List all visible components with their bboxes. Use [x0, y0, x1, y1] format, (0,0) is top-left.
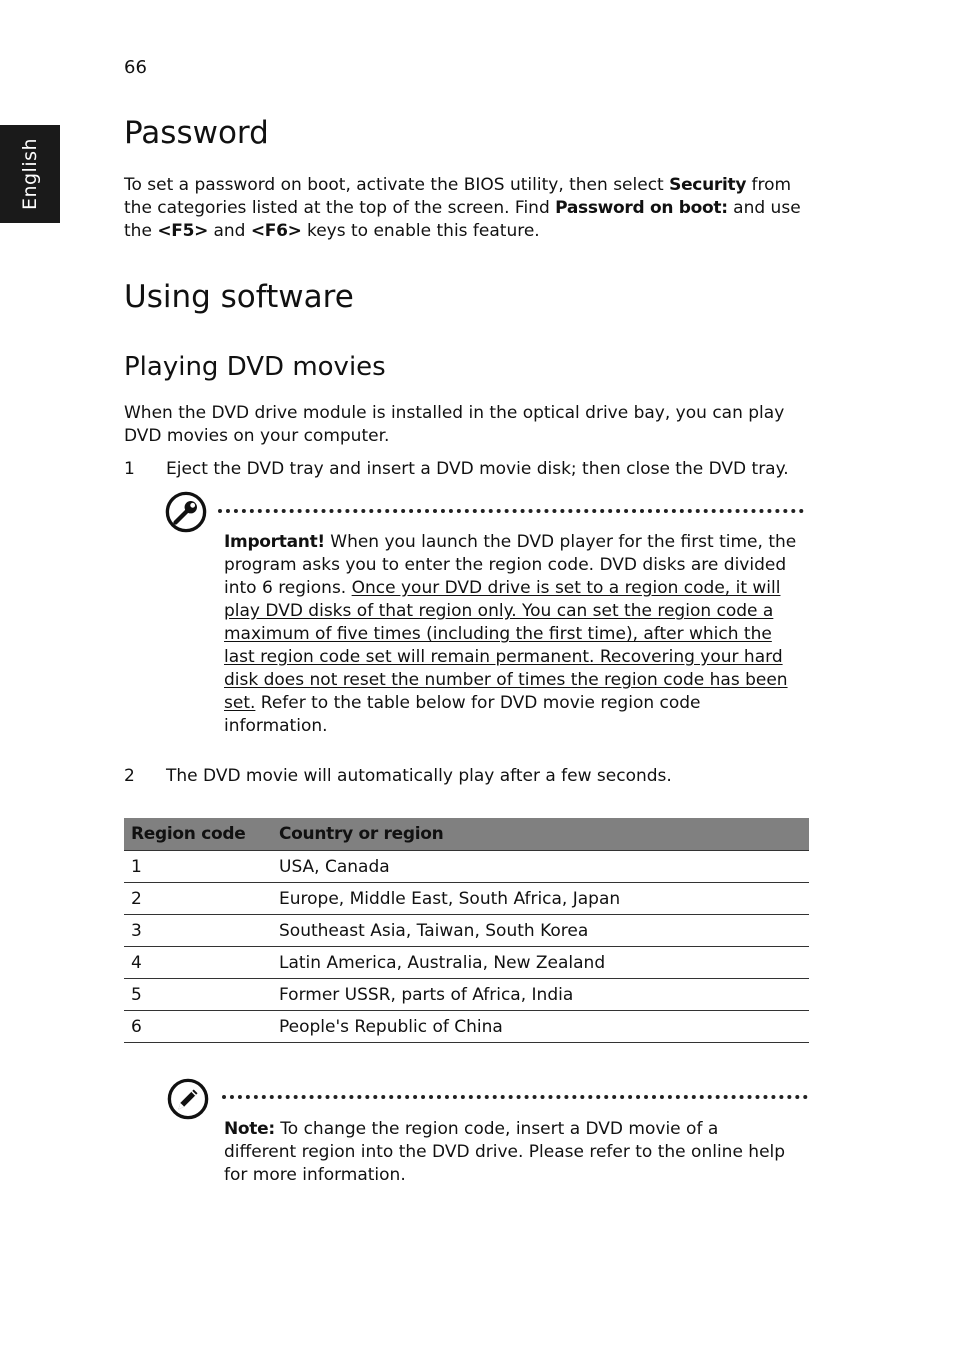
password-paragraph: To set a password on boot, activate the BIOS utility, then select Security from the categories listed at the top of the screen. Find Password on boot: and use the <F5> and <F6> keys to enable this feature.	[124, 175, 801, 241]
important-divider	[218, 509, 804, 513]
country-cell: Latin America, Australia, New Zealand	[272, 947, 809, 979]
dvd-intro-paragraph: When the DVD drive module is installed in the optical drive bay, you can play DVD movies on your computer.	[124, 403, 785, 446]
region-code-cell: 2	[124, 883, 272, 915]
important-callout-text: Important! When you launch the DVD player for the first time, the program asks you to enter the region code. DVD disks are divided into 6 regions. Once your DVD drive is set to a region code, it will play DVD disks of that region only. You can set the region code a maximum of five times (including the first time), after which the last region code set will remain permanent. Recovering your hard disk does not reset the number of times the region code has been set. Refer to the table below for DVD movie region code information.	[224, 532, 797, 736]
password-heading: Password	[124, 115, 269, 151]
using-software-heading: Using software	[124, 279, 354, 315]
country-cell: Southeast Asia, Taiwan, South Korea	[272, 915, 809, 947]
step-1-text: Eject the DVD tray and insert a DVD movie disk; then close the DVD tray.	[166, 459, 789, 479]
page-number: 66	[124, 57, 147, 78]
table-row	[124, 851, 809, 883]
region-code-cell: 4	[124, 947, 272, 979]
table-row	[124, 947, 809, 979]
important-label: Important!	[224, 532, 325, 552]
language-side-tab	[0, 125, 60, 223]
country-cell: USA, Canada	[272, 851, 809, 883]
region-code-cell: 5	[124, 979, 272, 1011]
table-row	[124, 979, 809, 1011]
note-divider	[222, 1095, 808, 1099]
step-2-number: 2	[124, 766, 135, 786]
header-region-code: Region code	[124, 818, 272, 851]
note-label: Note:	[224, 1119, 275, 1139]
region-code-table	[124, 818, 809, 1043]
region-code-cell: 6	[124, 1011, 272, 1043]
country-cell: Europe, Middle East, South Africa, Japan	[272, 883, 809, 915]
country-cell: Former USSR, parts of Africa, India	[272, 979, 809, 1011]
important-wrench-icon	[165, 491, 207, 533]
note-callout-text: Note: To change the region code, insert a DVD movie of a different region into the DVD drive. Please refer to the online help for more information.	[224, 1119, 786, 1185]
table-header-row	[124, 818, 809, 851]
header-country-region: Country or region	[272, 818, 809, 851]
playing-dvd-heading: Playing DVD movies	[124, 352, 386, 382]
region-code-cell: 3	[124, 915, 272, 947]
step-2-text: The DVD movie will automatically play after a few seconds.	[166, 766, 672, 786]
table-row	[124, 1011, 809, 1043]
table-row	[124, 883, 809, 915]
side-tab-label: English	[19, 137, 41, 211]
country-cell: People's Republic of China	[272, 1011, 809, 1043]
step-1-number: 1	[124, 459, 135, 479]
region-code-cell: 1	[124, 851, 272, 883]
note-pencil-icon	[167, 1078, 209, 1120]
table-row	[124, 915, 809, 947]
